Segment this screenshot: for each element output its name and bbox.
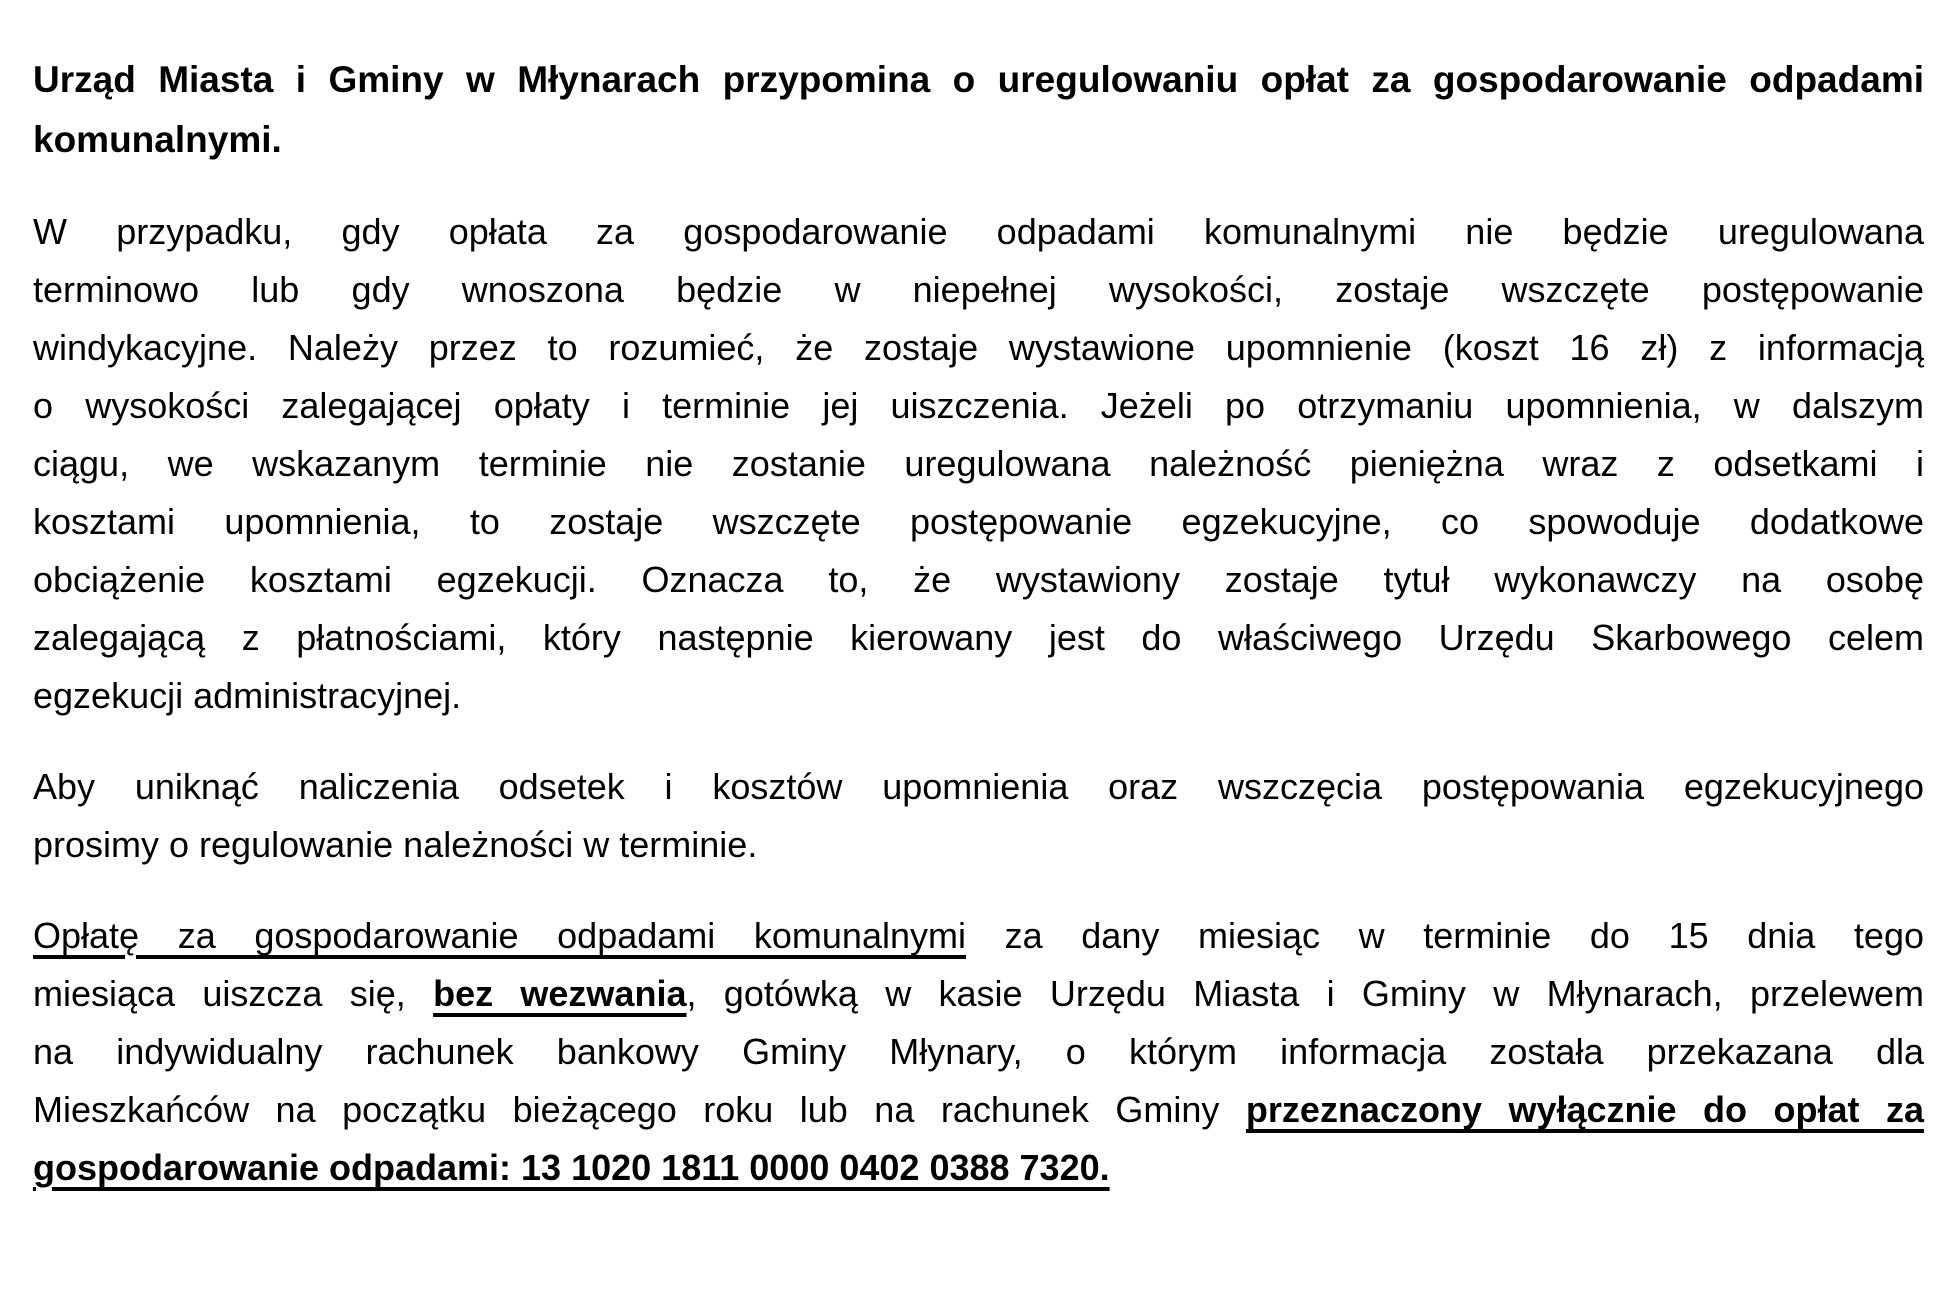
text-line: [33, 758, 1924, 816]
text-line: [33, 377, 1924, 435]
text-line: [33, 1139, 1924, 1197]
bold-underlined-run: bez wezwania: [433, 973, 687, 1014]
underlined-run: Opłatę za gospodarowanie odpadami komunalnymi: [33, 915, 966, 956]
text-line: [33, 435, 1924, 493]
text-run: miesiąca uiszcza się,: [33, 973, 434, 1014]
text-run: Aby uniknąć naliczenia odsetek i kosztów upomnienia oraz wszczęcia postępowania egzekucyjnego: [33, 766, 1924, 807]
text-line: [33, 203, 1924, 261]
text-line: [33, 551, 1924, 609]
text-line: [33, 965, 1924, 1023]
paragraph: [33, 907, 1924, 1197]
text-line: [33, 261, 1924, 319]
text-line: [33, 493, 1924, 551]
text-run: Mieszkańców na początku bieżącego roku lub na rachunek Gminy: [33, 1089, 1246, 1130]
text-run: windykacyjne. Należy przez to rozumieć, że zostaje wystawione upomnienie (koszt 16 zł) z informacją: [33, 327, 1924, 368]
paragraph: [33, 758, 1924, 874]
text-run: , gotówką w kasie Urzędu Miasta i Gminy w Młynarach, przelewem: [686, 973, 1925, 1014]
document-title: [33, 50, 1924, 170]
text-run: o wysokości zalegającej opłaty i terminie jej uiszczenia. Jeżeli po otrzymaniu upomnienia, w dalszym: [33, 385, 1924, 426]
text-run: za dany miesiąc w terminie do 15 dnia tego: [966, 915, 1924, 956]
text-line: [33, 1023, 1924, 1081]
text-run: obciążenie kosztami egzekucji. Oznacza to, że wystawiony zostaje tytuł wykonawczy na osobę: [33, 559, 1924, 600]
text-run: komunalnymi.: [33, 119, 282, 160]
document-content: [33, 50, 1924, 1197]
paragraph: [33, 203, 1924, 725]
text-run: W przypadku, gdy opłata za gospodarowanie odpadami komunalnymi nie będzie uregulowana: [33, 211, 1924, 252]
text-run: terminowo lub gdy wnoszona będzie w niepełnej wysokości, zostaje wszczęte postępowanie: [33, 269, 1924, 310]
text-line: [33, 667, 1924, 725]
bold-underlined-run: przeznaczony wyłącznie do opłat za: [1245, 1089, 1924, 1130]
text-line: [33, 816, 1924, 874]
text-line: [33, 907, 1924, 965]
text-run: ciągu, we wskazanym terminie nie zostanie uregulowana należność pieniężna wraz z odsetkami i: [33, 443, 1924, 484]
bold-underlined-run: gospodarowanie odpadami: 13 1020 1811 0000 0402 0388 7320.: [33, 1147, 1110, 1188]
text-run: na indywidualny rachunek bankowy Gminy Młynary, o którym informacja została przekazana dla: [33, 1031, 1924, 1072]
text-line: [33, 110, 1924, 170]
text-line: [33, 50, 1924, 110]
text-run: egzekucji administracyjnej.: [33, 675, 462, 716]
text-run: zalegającą z płatnościami, który następnie kierowany jest do właściwego Urzędu Skarbowego celem: [33, 617, 1924, 658]
text-line: [33, 319, 1924, 377]
text-run: prosimy o regulowanie należności w terminie.: [33, 824, 758, 865]
text-run: kosztami upomnienia, to zostaje wszczęte postępowanie egzekucyjne, co spowoduje dodatkowe: [33, 501, 1924, 542]
text-line: [33, 1081, 1924, 1139]
text-line: [33, 609, 1924, 667]
text-run: Urząd Miasta i Gminy w Młynarach przypomina o uregulowaniu opłat za gospodarowanie odpadami: [33, 59, 1924, 100]
